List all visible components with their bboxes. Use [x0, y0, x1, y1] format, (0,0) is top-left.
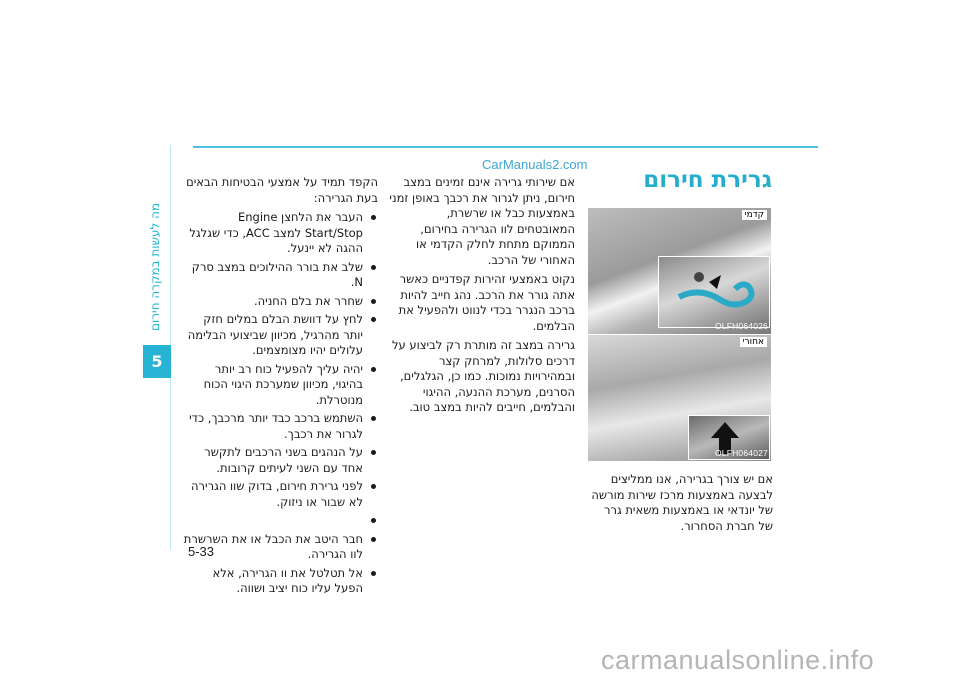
- header-watermark[interactable]: CarManuals2.com: [482, 157, 588, 172]
- caption-paragraph: אם יש צורך בגרירה, אנו ממליצים לבצעה באמצעות מרכז שירות מורשה של יונדאי או באמצעות משאית גרר של חברת הסחרור.: [591, 472, 773, 533]
- bullet-icon: [371, 265, 376, 270]
- bullet-icon: [371, 416, 376, 421]
- bullet-icon: [371, 317, 376, 322]
- towing-hook-figure: [588, 208, 771, 461]
- list-item: לפני גרירת חירום, בדוק שוו הגרירה לא שבור או ניזוק.: [183, 479, 378, 510]
- bullet-icon: [371, 571, 376, 576]
- paragraph: נקוט באמצעי זהירות קפדניים כאשר אתה גורר את הרכב. נהג חייב להיות ברכב הנגרר בכדי לנווט ולהפעיל את הבלמים.: [398, 272, 575, 333]
- paragraph: גרירה במצב זה מותרת רק לביצוע על דרכים סלולות, למרחק קצר ובמהירויות נמוכות. כמו כן, הגלגלים, הסרנים, מערכת ההנעה, ההיגוי והבלמים, חייבים להיות במצב טוב.: [391, 338, 575, 414]
- front-label: קדמי: [742, 210, 767, 220]
- list-item: חבר היטב את הכבל או את השרשרת לוו הגרירה.: [183, 532, 378, 563]
- list-item: שלב את בורר ההילוכים במצב סרק N.: [183, 260, 378, 291]
- middle-column: [387, 175, 575, 420]
- page-number: 5-33: [188, 544, 215, 559]
- chapter-number-badge: 5: [143, 345, 171, 378]
- precautions-intro: הקפד תמיד על אמצעי הבטיחות הבאים בעת הגרירה:: [186, 175, 378, 205]
- bullet-icon: [371, 215, 376, 220]
- rear-figure-code: OLFH064027: [714, 448, 768, 458]
- list-item: על הנהגים בשני הרכבים לתקשר אחד עם השני לעיתים קרובות.: [183, 445, 378, 476]
- left-column: [183, 175, 378, 600]
- bullet-icon: [371, 518, 376, 523]
- list-item: העבר את הלחצן Engine Start/Stop למצב ACC, כדי שגלגל ההגה לא יינעל.: [183, 210, 378, 257]
- figure-caption: [588, 472, 773, 538]
- footer-watermark[interactable]: carmanualsonline.info: [601, 645, 875, 675]
- list-item: השתמש ברכב כבד יותר מרכבך, כדי לגרור את רכבך.: [183, 411, 378, 442]
- section-title: גרירת חירום: [643, 167, 772, 193]
- precautions-list: [183, 210, 378, 597]
- list-item: [183, 513, 378, 529]
- paragraph: אם שירותי גרירה אינם זמינים במצב חירום, ניתן לגרור את רכבך באופן זמני באמצעות כבל או שרשרת, המאובטחים לוו הגרירה בחירום, הממוקם מתחת לחלק הקדמי או האחורי של הרכב.: [389, 175, 575, 267]
- chapter-side-title: מה לעשות במקרה חירום: [148, 202, 162, 332]
- rear-label: אחורי: [740, 337, 767, 347]
- list-item: לחץ על דוושת הבלם במלים חזק יותר מהרגיל, מכיוון שביצועי הבלימה עלולים יהיו מצומצמים.: [183, 312, 378, 359]
- bullet-icon: [371, 537, 376, 542]
- list-item: יהיה עליך להפעיל כוח רב יותר בהיגוי, מכיוון שמערכת היגוי הכוח מנוטרלת.: [183, 362, 378, 409]
- front-photo: [588, 208, 771, 334]
- bullet-icon: [371, 299, 376, 304]
- bullet-icon: [371, 450, 376, 455]
- bullet-icon: [371, 484, 376, 489]
- front-figure-code: OLFH064026: [714, 321, 768, 331]
- tow-hook-icon: [659, 257, 769, 327]
- front-detail-inset: [658, 256, 770, 328]
- bullet-icon: [371, 367, 376, 372]
- header-rule: [193, 146, 818, 148]
- list-item: שחרר את בלם החניה.: [183, 294, 378, 310]
- list-item: אל תטלטל את וו הגרירה, אלא הפעל עליו כוח יציב ושווה.: [183, 566, 378, 597]
- rear-photo: [588, 335, 771, 461]
